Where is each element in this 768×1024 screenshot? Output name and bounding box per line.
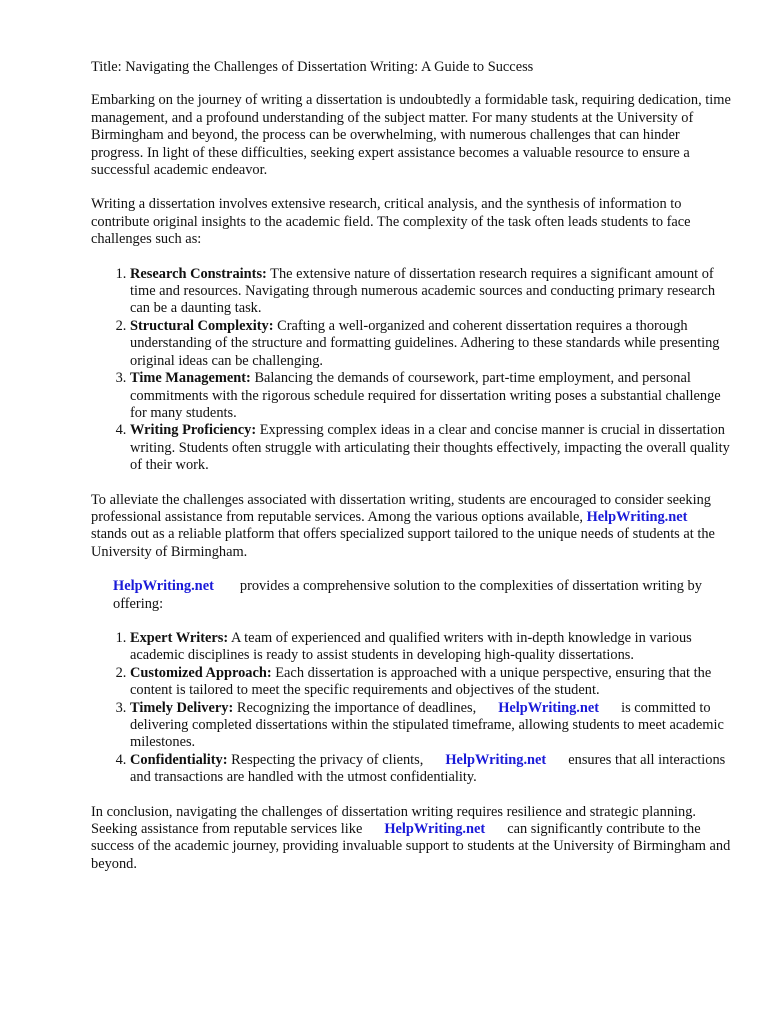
offering-text-before: Respecting the privacy of clients, — [227, 751, 424, 768]
conclusion-text-before: In conclusion, navigating the challenges of dissertation writing requires resilience and strategic planning. Seeking assistance from reputable services like — [91, 803, 697, 838]
offering-term: Confidentiality: — [130, 751, 228, 768]
challenge-text: Crafting a well-organized and coherent dissertation requires a thorough understanding of the structure and formatting guidelines. Adhering to these standards while presenting original ideas can be challenging. — [130, 317, 720, 369]
offering-term: Customized Approach: — [130, 664, 272, 681]
list-item — [130, 752, 731, 787]
offerings-list — [91, 630, 731, 787]
offering-text-after: ensures that all interactions and transactions are handled with the utmost confidentiality. — [130, 751, 726, 786]
document-page — [91, 59, 731, 890]
helpwriting-link[interactable]: HelpWriting.net — [586, 508, 688, 525]
list-item — [130, 700, 731, 752]
challenge-text: Balancing the demands of coursework, part-time employment, and personal commitments with the rigorous schedule required for dissertation writing poses a substantial challenge for many students. — [130, 370, 721, 421]
helpwriting-link[interactable]: HelpWriting.net — [498, 699, 600, 716]
challenges-list — [91, 266, 731, 475]
conclusion-paragraph — [91, 804, 731, 874]
list-item — [130, 266, 731, 318]
alleviate-text-after: stands out as a reliable platform that offers specialized support tailored to the unique needs of students at the University of Birmingham. — [91, 526, 715, 560]
helpwriting-link[interactable]: HelpWriting.net — [113, 578, 214, 595]
challenge-text: The extensive nature of dissertation research requires a significant amount of time and resources. Navigating through numerous academic sources and conducting primary research can be a daunting task. — [130, 265, 716, 317]
challenge-term: Structural Complexity: — [130, 317, 274, 334]
offering-term: Expert Writers: — [130, 629, 229, 646]
challenge-text: Expressing complex ideas in a clear and concise manner is crucial in dissertation writing. Students often struggle with articulating their thoughts effectively, impacting the overall quality of their work. — [130, 422, 730, 474]
list-item — [130, 318, 731, 370]
offering-term: Timely Delivery: — [130, 699, 234, 716]
helpwriting-link[interactable]: HelpWriting.net — [445, 751, 547, 768]
alleviate-paragraph — [91, 492, 731, 562]
offering-text-before: Recognizing the importance of deadlines, — [233, 699, 477, 716]
offering-text: A team of experienced and qualified writers with in-depth knowledge in various academic disciplines is ready to assist students in developing high-quality dissertations. — [130, 629, 692, 664]
offering-paragraph — [91, 578, 731, 613]
challenges-intro-paragraph: Writing a dissertation involves extensive research, critical analysis, and the synthesis of information to contribute original insights to the academic field. The complexity of the task often leads students to face challenges such as: — [91, 196, 691, 248]
challenge-term: Time Management: — [130, 370, 251, 387]
list-item — [130, 630, 731, 665]
helpwriting-link[interactable]: HelpWriting.net — [384, 821, 486, 838]
offering-text-after: provides a comprehensive solution to the complexities of dissertation writing by offering: — [113, 578, 702, 612]
conclusion-text-after: can significantly contribute to the success of the academic journey, providing invaluable support to students at the University of Birmingham and beyond. — [91, 821, 731, 872]
alleviate-text-before: To alleviate the challenges associated with dissertation writing, students are encouraged to consider seeking professional assistance from reputable services. Among the various options available, — [91, 491, 711, 525]
intro-paragraph: Embarking on the journey of writing a dissertation is undoubtedly a formidable task, requiring dedication, time management, and a profound understanding of the subject matter. For many students at the University of Birmingham and beyond, the process can be overwhelming, with numerous challenges that can hinder progress. In light of these difficulties, seeking expert assistance becomes a valuable resource to ensure a successful academic endeavor. — [91, 92, 731, 179]
offering-text-after: is committed to delivering completed dissertations within the stipulated timeframe, allowing students to meet academic milestones. — [130, 699, 724, 751]
list-item — [130, 370, 731, 422]
offering-text: Each dissertation is approached with a unique perspective, ensuring that the content is tailored to meet the specific requirements and objectives of the student. — [130, 664, 712, 699]
challenge-term: Research Constraints: — [130, 265, 267, 282]
challenge-term: Writing Proficiency: — [130, 422, 257, 439]
document-title: Title: Navigating the Challenges of Dissertation Writing: A Guide to Success — [91, 59, 534, 75]
list-item — [130, 665, 731, 700]
list-item — [130, 422, 731, 474]
